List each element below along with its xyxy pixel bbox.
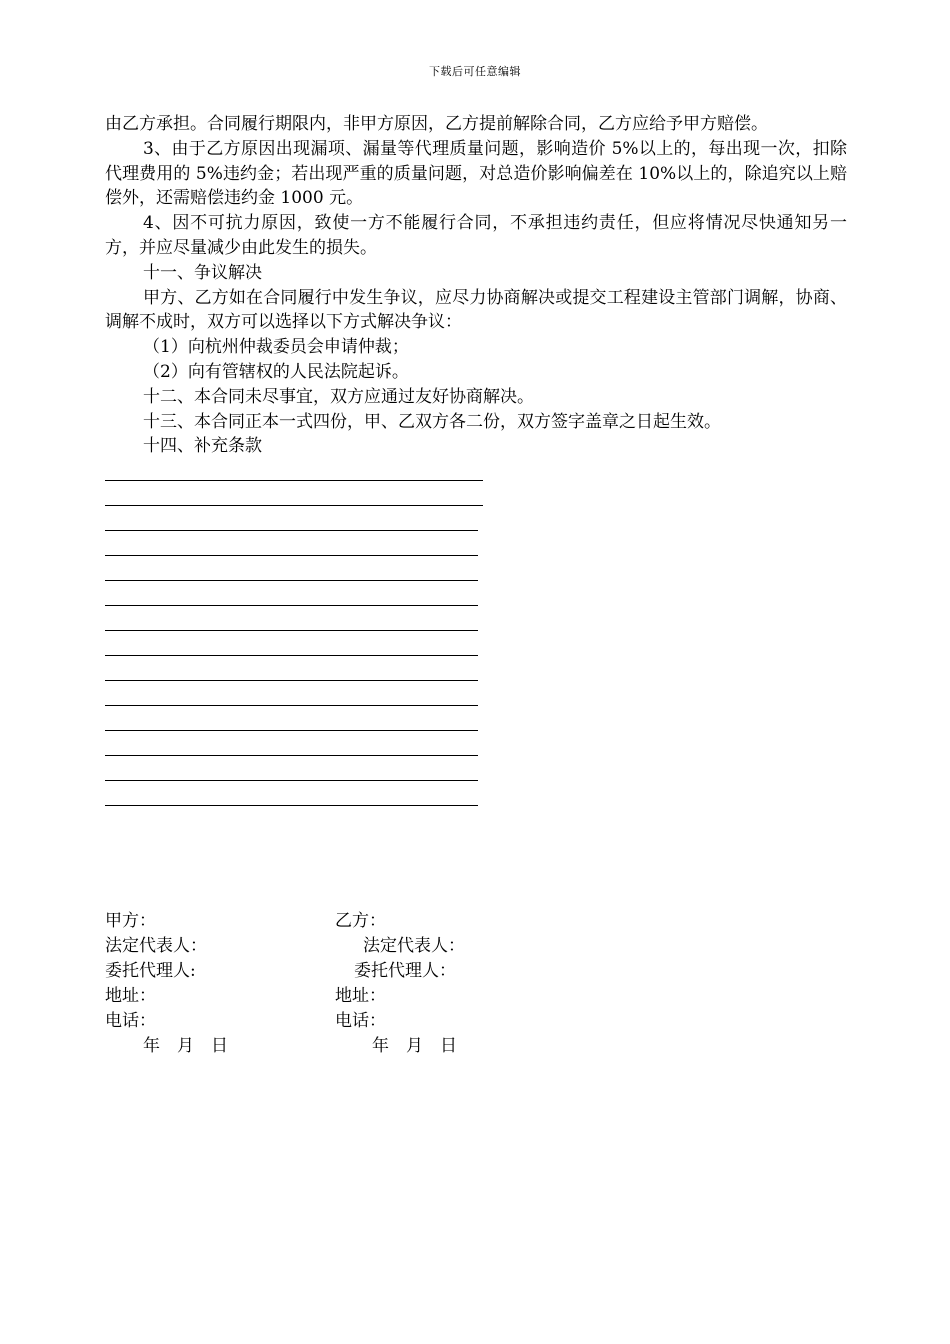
section-heading-dispute: 十一、争议解决	[143, 262, 262, 283]
blank-line	[105, 805, 478, 806]
paragraph-force-majeure: 4、因不可抗力原因，致使一方不能履行合同，不承担违约责任，但应将情况尽快通知另一方，并应尽量减少由此发生的损失。	[105, 213, 847, 258]
paragraph-quality-penalty: 3、由于乙方原因出现漏项、漏量等代理质量问题，影响造价 5%以上的，每出现一次，扣除代理费用的 5%违约金；若出现严重的质量问题，对总造价影响偏差在 10%以上的，除追究以上赔偿外，还需赔偿违约金 1000 元。	[105, 138, 847, 209]
section-thirteen: 十三、本合同正本一式四份，甲、乙双方各二份，双方签字盖章之日起生效。	[143, 411, 721, 432]
blank-line	[105, 580, 478, 581]
blank-line	[105, 505, 483, 506]
blank-line	[105, 605, 478, 606]
paragraph-liability-end: 由乙方承担。合同履行期限内，非甲方原因，乙方提前解除合同，乙方应给予甲方赔偿。	[105, 114, 768, 134]
party-a-address: 地址：	[105, 986, 156, 1006]
dispute-option-court: （2）向有管辖权的人民法院起诉。	[143, 361, 409, 382]
party-a-legal-rep: 法定代表人：	[105, 936, 207, 956]
blank-line	[105, 480, 483, 481]
blank-line	[105, 780, 478, 781]
party-a-agent: 委托代理人:	[105, 961, 196, 981]
party-a-date: 年 月 日	[143, 1036, 228, 1056]
blank-line	[105, 630, 478, 631]
section-twelve: 十二、本合同未尽事宜，双方应通过友好协商解决。	[143, 386, 534, 407]
party-b-legal-rep: 法定代表人：	[363, 936, 465, 956]
section-heading-supplementary: 十四、补充条款	[143, 436, 262, 457]
party-b-date: 年 月 日	[372, 1036, 457, 1056]
party-b-agent: 委托代理人：	[354, 961, 456, 981]
party-a-phone: 电话：	[105, 1011, 156, 1031]
blank-line	[105, 530, 478, 531]
party-b-phone: 电话：	[335, 1011, 386, 1031]
blank-line	[105, 555, 478, 556]
blank-line	[105, 705, 478, 706]
contract-body	[105, 112, 847, 459]
dispute-option-arbitration: （1）向杭州仲裁委员会申请仲裁；	[143, 337, 409, 358]
blank-line	[105, 755, 478, 756]
party-a-title: 甲方：	[105, 911, 156, 931]
party-b-address: 地址：	[335, 986, 386, 1006]
page-header: 下载后可任意编辑	[429, 65, 521, 78]
blank-line	[105, 680, 478, 681]
paragraph-dispute: 甲方、乙方如在合同履行中发生争议，应尽力协商解决或提交工程建设主管部门调解，协商、调解不成时，双方可以选择以下方式解决争议：	[105, 287, 847, 333]
blank-line	[105, 655, 478, 656]
party-b-title: 乙方：	[335, 911, 386, 931]
blank-line	[105, 730, 478, 731]
